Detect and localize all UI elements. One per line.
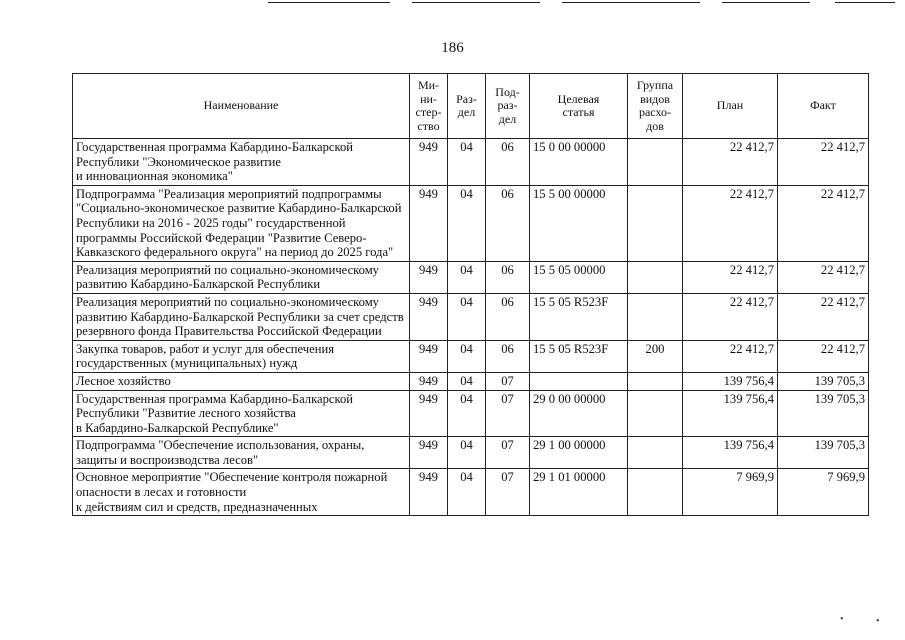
- cell-fact: 22 412,7: [778, 293, 869, 340]
- cell-subsection: 06: [486, 293, 530, 340]
- cell-name: Государственная программа Кабардино-Балкарской Республики "Развитие лесного хозяйства в Кабардино-Балкарской Республике": [73, 390, 410, 437]
- cell-target: 15 5 00 00000: [530, 185, 628, 261]
- cell-fact: 22 412,7: [778, 185, 869, 261]
- cell-plan: 22 412,7: [683, 139, 778, 186]
- cell-exp-group: [628, 261, 683, 293]
- top-rule-2: [412, 2, 540, 3]
- cell-plan: 139 756,4: [683, 437, 778, 469]
- cell-section: 04: [448, 340, 486, 372]
- cell-exp-group: [628, 293, 683, 340]
- cell-target: 15 5 05 R523F: [530, 340, 628, 372]
- top-rule-4: [722, 2, 810, 3]
- cell-exp-group: [628, 390, 683, 437]
- cell-fact: 22 412,7: [778, 340, 869, 372]
- cell-target: [530, 372, 628, 390]
- cell-ministry: 949: [410, 390, 448, 437]
- cell-exp-group: [628, 437, 683, 469]
- cell-section: 04: [448, 390, 486, 437]
- cell-subsection: 07: [486, 437, 530, 469]
- cell-subsection: 07: [486, 390, 530, 437]
- table-header-row: [73, 74, 869, 139]
- cell-fact: 139 705,3: [778, 372, 869, 390]
- cell-plan: 22 412,7: [683, 261, 778, 293]
- table-row: [73, 293, 869, 340]
- cell-fact: 139 705,3: [778, 390, 869, 437]
- header-subsection: Под- раз- дел: [486, 74, 530, 139]
- header-fact: Факт: [778, 74, 869, 139]
- cell-ministry: 949: [410, 261, 448, 293]
- cell-fact: 22 412,7: [778, 139, 869, 186]
- cell-exp-group: [628, 139, 683, 186]
- cell-name: Реализация мероприятий по социально-экономическому развитию Кабардино-Балкарской Республики за счет средств резервного фонда Правительства Российской Федерации: [73, 293, 410, 340]
- cell-target: 29 1 00 00000: [530, 437, 628, 469]
- header-name: Наименование: [73, 74, 410, 139]
- cell-fact: 139 705,3: [778, 437, 869, 469]
- cell-target: 15 5 05 00000: [530, 261, 628, 293]
- cell-name: Подпрограмма "Реализация мероприятий подпрограммы "Социально-экономическое развитие Кабардино-Балкарской Республики на 2016 - 2025 годы" государственной программы Российской Федерации "Развитие Северо-Кавказского федерального округа" на период до 2025 года": [73, 185, 410, 261]
- cell-name: Основное мероприятие "Обеспечение контроля пожарной опасности в лесах и готовности к действиям сил и средств, предназначенных: [73, 469, 410, 516]
- cell-section: 04: [448, 261, 486, 293]
- top-rule-3: [562, 2, 700, 3]
- table-row: [73, 372, 869, 390]
- cell-ministry: 949: [410, 139, 448, 186]
- cell-subsection: 06: [486, 340, 530, 372]
- top-rule-1: [268, 2, 390, 3]
- cell-plan: 22 412,7: [683, 185, 778, 261]
- cell-ministry: 949: [410, 293, 448, 340]
- cell-plan: 22 412,7: [683, 293, 778, 340]
- page-number: 186: [441, 40, 464, 56]
- table-row: [73, 437, 869, 469]
- cell-plan: 22 412,7: [683, 340, 778, 372]
- cell-section: 04: [448, 185, 486, 261]
- cell-target: 15 5 05 R523F: [530, 293, 628, 340]
- cell-ministry: 949: [410, 340, 448, 372]
- table-row: [73, 261, 869, 293]
- header-section: Раз- дел: [448, 74, 486, 139]
- cell-ministry: 949: [410, 185, 448, 261]
- cell-name: Реализация мероприятий по социально-экономическому развитию Кабардино-Балкарской Республики: [73, 261, 410, 293]
- cell-target: 29 1 01 00000: [530, 469, 628, 516]
- cell-fact: 7 969,9: [778, 469, 869, 516]
- cell-target: 29 0 00 00000: [530, 390, 628, 437]
- cell-exp-group: [628, 372, 683, 390]
- cell-fact: 22 412,7: [778, 261, 869, 293]
- cell-section: 04: [448, 372, 486, 390]
- cell-name: Закупка товаров, работ и услуг для обеспечения государственных (муниципальных) нужд: [73, 340, 410, 372]
- scan-speck: •: [876, 616, 880, 627]
- cell-section: 04: [448, 469, 486, 516]
- cell-section: 04: [448, 139, 486, 186]
- cell-section: 04: [448, 437, 486, 469]
- budget-table: [72, 73, 869, 516]
- cell-subsection: 07: [486, 372, 530, 390]
- cell-subsection: 06: [486, 185, 530, 261]
- cell-subsection: 06: [486, 139, 530, 186]
- cell-exp-group: 200: [628, 340, 683, 372]
- cell-name: Подпрограмма "Обеспечение использования, охраны, защиты и воспроизводства лесов": [73, 437, 410, 469]
- cell-name: Государственная программа Кабардино-Балкарской Республики "Экономическое развитие и инновационная экономика": [73, 139, 410, 186]
- cell-subsection: 07: [486, 469, 530, 516]
- header-ministry: Ми- ни- стер- ство: [410, 74, 448, 139]
- cell-subsection: 06: [486, 261, 530, 293]
- cell-name: Лесное хозяйство: [73, 372, 410, 390]
- cell-target: 15 0 00 00000: [530, 139, 628, 186]
- cell-section: 04: [448, 293, 486, 340]
- table-row: [73, 139, 869, 186]
- cell-exp-group: [628, 185, 683, 261]
- table-row: [73, 185, 869, 261]
- header-target: Целевая статья: [530, 74, 628, 139]
- cell-ministry: 949: [410, 437, 448, 469]
- cell-exp-group: [628, 469, 683, 516]
- cell-plan: 139 756,4: [683, 372, 778, 390]
- table-row: [73, 340, 869, 372]
- cell-plan: 7 969,9: [683, 469, 778, 516]
- table-row: [73, 469, 869, 516]
- top-rule-5: [835, 2, 895, 3]
- header-exp-group: Группа видов расхо- дов: [628, 74, 683, 139]
- cell-ministry: 949: [410, 372, 448, 390]
- header-plan: План: [683, 74, 778, 139]
- table-row: [73, 390, 869, 437]
- scan-speck: •: [840, 614, 844, 625]
- cell-plan: 139 756,4: [683, 390, 778, 437]
- cell-ministry: 949: [410, 469, 448, 516]
